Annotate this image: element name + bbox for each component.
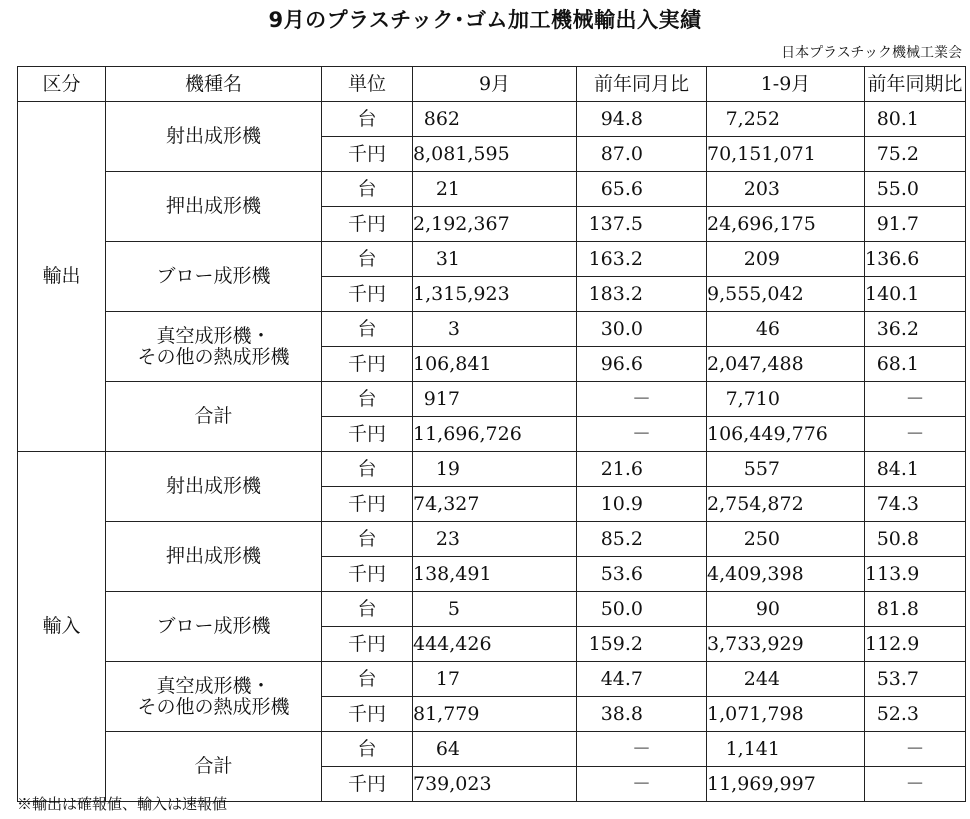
value-cell: 2,047,488	[707, 347, 865, 382]
value-cell: 30.0	[577, 312, 707, 347]
value-cell: 31	[413, 242, 577, 277]
machine-name-line: 射出成形機	[165, 475, 261, 498]
machine-name	[106, 102, 322, 172]
unit-cell: 台	[322, 662, 413, 697]
value-cell: 50.8	[865, 522, 966, 557]
unit-cell: 千円	[322, 417, 413, 452]
value-cell: 53.6	[577, 557, 707, 592]
value-cell: －	[865, 732, 966, 767]
value-cell: －	[577, 767, 707, 802]
value-cell: 7,710	[707, 382, 865, 417]
value-cell: 19	[413, 452, 577, 487]
value-cell: 74,327	[413, 487, 577, 522]
value-cell: 917	[413, 382, 577, 417]
machine-name-line: 押出成形機	[165, 545, 261, 568]
region-label: 輸入	[18, 452, 106, 802]
value-cell: 113.9	[865, 557, 966, 592]
value-cell: 106,449,776	[707, 417, 865, 452]
value-cell: 23	[413, 522, 577, 557]
table-row	[18, 732, 966, 767]
value-cell: 81.8	[865, 592, 966, 627]
unit-cell: 千円	[322, 697, 413, 732]
value-cell: 557	[707, 452, 865, 487]
value-cell: 96.6	[577, 347, 707, 382]
value-cell: －	[865, 767, 966, 802]
machine-name	[106, 662, 322, 732]
value-cell: －	[577, 382, 707, 417]
value-cell: 10.9	[577, 487, 707, 522]
trade-table	[17, 66, 966, 802]
header-cell: 機種名	[106, 67, 322, 102]
value-cell: 9,555,042	[707, 277, 865, 312]
value-cell: 94.8	[577, 102, 707, 137]
source-label: 日本プラスチック機械工業会	[781, 45, 962, 61]
value-cell: 244	[707, 662, 865, 697]
value-cell: 250	[707, 522, 865, 557]
machine-name-line: その他の熱成形機	[137, 695, 290, 718]
value-cell: 106,841	[413, 347, 577, 382]
machine-name-line: ブロー成形機	[156, 615, 271, 638]
region-label: 輸出	[18, 102, 106, 452]
machine-name	[106, 522, 322, 592]
machine-name-line: 真空成形機・	[156, 324, 271, 347]
value-cell: 74.3	[865, 487, 966, 522]
value-cell: 46	[707, 312, 865, 347]
unit-cell: 千円	[322, 277, 413, 312]
machine-name-line: 真空成形機・	[156, 674, 271, 697]
value-cell: 1,071,798	[707, 697, 865, 732]
value-cell: 87.0	[577, 137, 707, 172]
value-cell: 203	[707, 172, 865, 207]
value-cell: 70,151,071	[707, 137, 865, 172]
value-cell: 140.1	[865, 277, 966, 312]
machine-name-line: ブロー成形機	[156, 265, 271, 288]
value-cell: 1,315,923	[413, 277, 577, 312]
value-cell: 44.7	[577, 662, 707, 697]
value-cell: 739,023	[413, 767, 577, 802]
table-row	[18, 662, 966, 697]
value-cell: 137.5	[577, 207, 707, 242]
header-cell: 区分	[18, 67, 106, 102]
footnote: ※輸出は確報値、輸入は速報値	[17, 795, 228, 813]
table-row	[18, 242, 966, 277]
value-cell: －	[577, 417, 707, 452]
value-cell: 8,081,595	[413, 137, 577, 172]
table-row	[18, 312, 966, 347]
header-cell: 9月	[413, 67, 577, 102]
value-cell: 862	[413, 102, 577, 137]
value-cell: 5	[413, 592, 577, 627]
value-cell: 65.6	[577, 172, 707, 207]
value-cell: 17	[413, 662, 577, 697]
value-cell: 52.3	[865, 697, 966, 732]
value-cell: 68.1	[865, 347, 966, 382]
value-cell: 85.2	[577, 522, 707, 557]
unit-cell: 台	[322, 732, 413, 767]
table-row	[18, 102, 966, 137]
table-row	[18, 592, 966, 627]
value-cell: 2,192,367	[413, 207, 577, 242]
value-cell: 136.6	[865, 242, 966, 277]
machine-name-line: 押出成形機	[165, 195, 261, 218]
value-cell: 84.1	[865, 452, 966, 487]
machine-name-line: 合計	[194, 755, 233, 778]
value-cell: 24,696,175	[707, 207, 865, 242]
value-cell: 138,491	[413, 557, 577, 592]
table-row	[18, 452, 966, 487]
table-row	[18, 522, 966, 557]
value-cell: 21.6	[577, 452, 707, 487]
value-cell: －	[865, 417, 966, 452]
value-cell: 80.1	[865, 102, 966, 137]
header-cell: 単位	[322, 67, 413, 102]
value-cell: 1,141	[707, 732, 865, 767]
machine-name-line: 合計	[194, 405, 233, 428]
header-row	[18, 67, 966, 102]
unit-cell: 千円	[322, 627, 413, 662]
value-cell: 4,409,398	[707, 557, 865, 592]
value-cell: 2,754,872	[707, 487, 865, 522]
value-cell: 183.2	[577, 277, 707, 312]
unit-cell: 千円	[322, 767, 413, 802]
machine-name-line: その他の熱成形機	[137, 345, 290, 368]
value-cell: 163.2	[577, 242, 707, 277]
table-body	[18, 102, 966, 802]
value-cell: 159.2	[577, 627, 707, 662]
machine-name	[106, 592, 322, 662]
table-row	[18, 382, 966, 417]
machine-name	[106, 732, 322, 802]
unit-cell: 千円	[322, 347, 413, 382]
unit-cell: 台	[322, 592, 413, 627]
value-cell: 209	[707, 242, 865, 277]
header-cell: 前年同月比	[577, 67, 707, 102]
unit-cell: 千円	[322, 137, 413, 172]
machine-name-line: 射出成形機	[165, 125, 261, 148]
value-cell: 3	[413, 312, 577, 347]
value-cell: 112.9	[865, 627, 966, 662]
machine-name	[106, 312, 322, 382]
header-cell: 前年同期比	[865, 67, 966, 102]
machine-name	[106, 172, 322, 242]
unit-cell: 台	[322, 312, 413, 347]
value-cell: 3,733,929	[707, 627, 865, 662]
unit-cell: 台	[322, 522, 413, 557]
unit-cell: 千円	[322, 557, 413, 592]
value-cell: 444,426	[413, 627, 577, 662]
unit-cell: 千円	[322, 487, 413, 522]
unit-cell: 台	[322, 242, 413, 277]
value-cell: 36.2	[865, 312, 966, 347]
unit-cell: 台	[322, 452, 413, 487]
table-row	[18, 172, 966, 207]
value-cell: 11,696,726	[413, 417, 577, 452]
value-cell: －	[577, 732, 707, 767]
value-cell: 75.2	[865, 137, 966, 172]
unit-cell: 台	[322, 172, 413, 207]
value-cell: 90	[707, 592, 865, 627]
value-cell: 64	[413, 732, 577, 767]
value-cell: 50.0	[577, 592, 707, 627]
unit-cell: 千円	[322, 207, 413, 242]
value-cell: 91.7	[865, 207, 966, 242]
value-cell: 55.0	[865, 172, 966, 207]
value-cell: －	[865, 382, 966, 417]
unit-cell: 台	[322, 382, 413, 417]
machine-name	[106, 452, 322, 522]
unit-cell: 台	[322, 102, 413, 137]
value-cell: 21	[413, 172, 577, 207]
machine-name	[106, 382, 322, 452]
value-cell: 7,252	[707, 102, 865, 137]
header-cell: 1-9月	[707, 67, 865, 102]
value-cell: 38.8	[577, 697, 707, 732]
value-cell: 81,779	[413, 697, 577, 732]
page-title: 9月のプラスチック･ゴム加工機械輸出入実績	[268, 8, 702, 32]
machine-name	[106, 242, 322, 312]
value-cell: 11,969,997	[707, 767, 865, 802]
value-cell: 53.7	[865, 662, 966, 697]
